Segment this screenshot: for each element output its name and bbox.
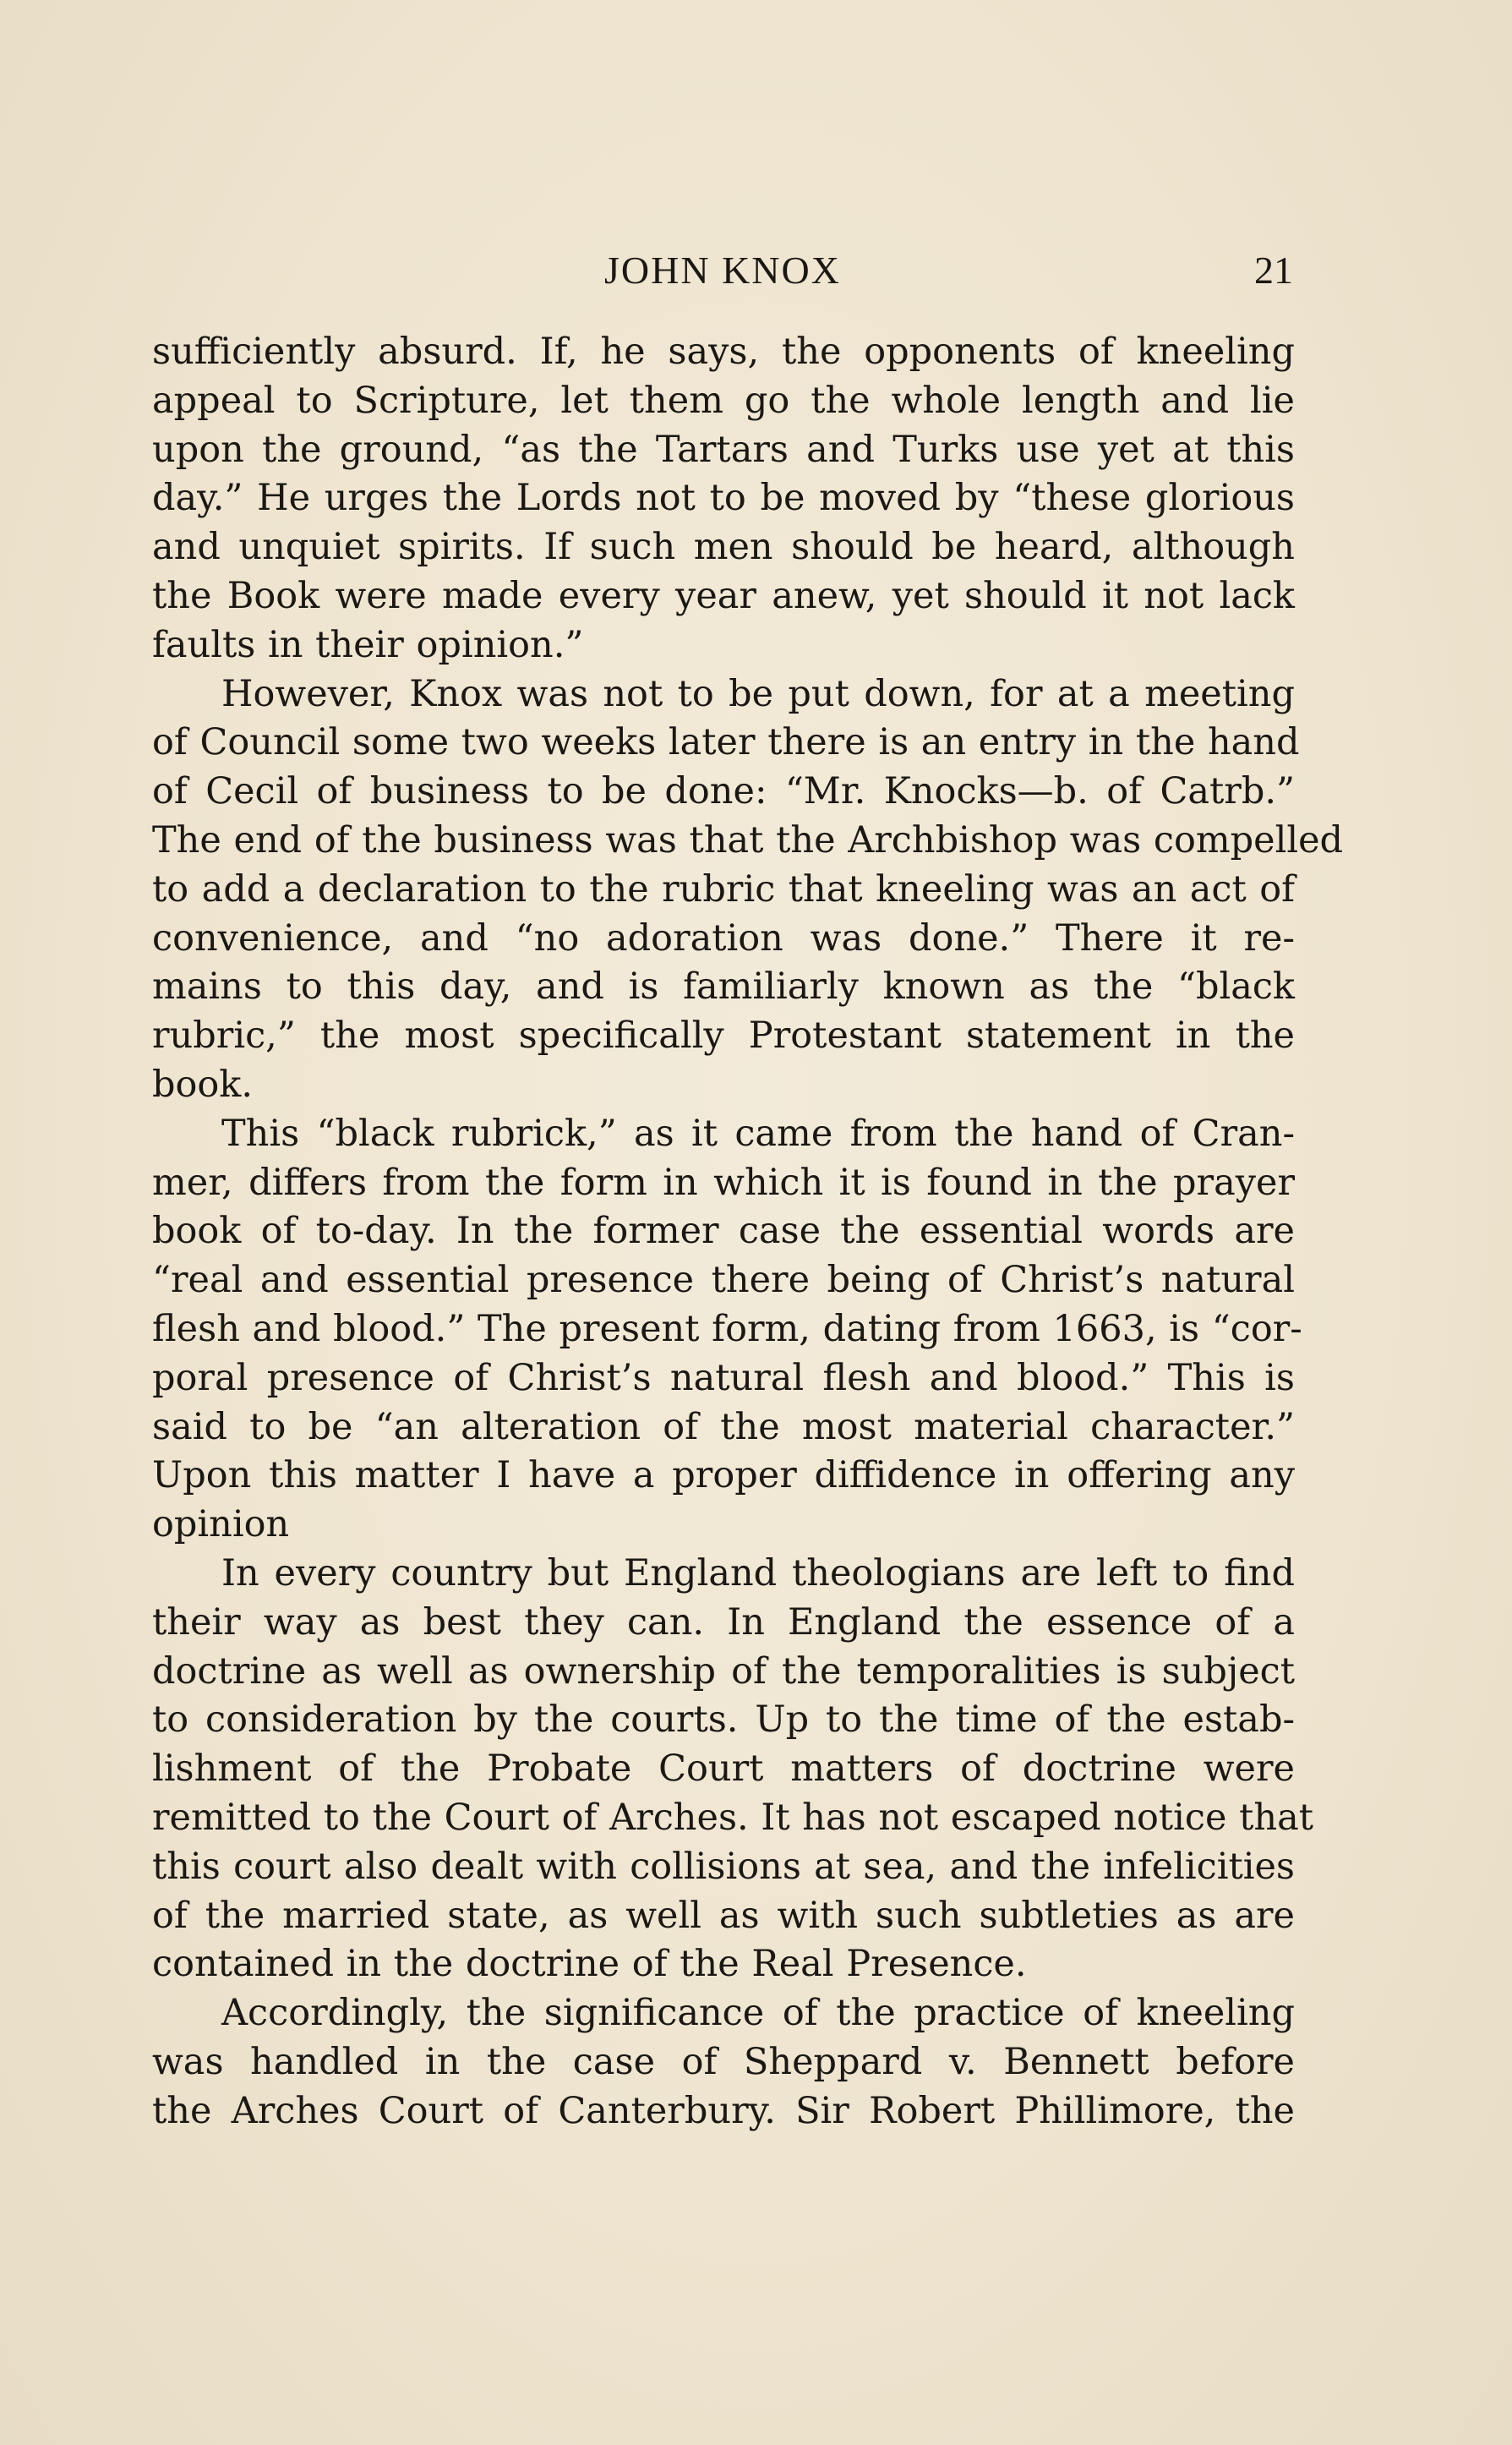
text-line: this court also dealt with collisions at sea, and the infelicities	[152, 1845, 1295, 1888]
text-line: appeal to Scripture, let them go the whole length and lie	[152, 379, 1295, 422]
text-line: Accordingly, the significance of the practice of kneeling	[221, 1992, 1295, 2035]
text-line: flesh and blood.” The present form, dating from 1663, is “cor-	[152, 1307, 1302, 1350]
text-line: of the married state, as well as with such subtleties as are	[152, 1894, 1295, 1937]
paragraph	[152, 1110, 1302, 1550]
text-line: their way as best they can. In England the essence of a	[152, 1600, 1295, 1644]
text-line: book of to-day. In the former case the essential words are	[152, 1210, 1295, 1253]
text-line: doctrine as well as ownership of the temporalities is subject	[152, 1649, 1295, 1693]
text-line: book.	[152, 1063, 254, 1106]
text-line: faults in their opinion.”	[152, 623, 584, 666]
text-line: was handled in the case of Sheppard v. Bennett before	[152, 2040, 1295, 2083]
text-line: upon the ground, “as the Tartars and Turks use yet at this	[152, 428, 1295, 471]
paragraph	[152, 1550, 1313, 1989]
text-line: of Cecil of business to be done: “Mr. Knocks—b. of Catrb.”	[152, 770, 1295, 813]
page-number: 21	[1254, 249, 1293, 292]
text-line: poral presence of Christ’s natural flesh and blood.” This is	[152, 1356, 1295, 1399]
text-line: day.” He urges the Lords not to be moved by “these glorious	[152, 477, 1295, 520]
text-line: rubric,” the most specifically Protestant statement in the	[152, 1015, 1295, 1058]
paragraph	[152, 670, 1344, 1110]
text-line: remitted to the Court of Arches. It has not escaped notice that	[152, 1796, 1313, 1839]
text-line: Upon this matter I have a proper diffidence in offering any	[152, 1454, 1295, 1497]
text-line: said to be “an alteration of the most material character.”	[152, 1405, 1295, 1448]
text-line: of Council some two weeks later there is an entry in the hand	[152, 721, 1300, 764]
text-line: opinion	[152, 1503, 290, 1546]
text-line: However, Knox was not to be put down, for at a meeting	[221, 672, 1295, 715]
text-line: In every country but England theologians are left to find	[221, 1551, 1295, 1594]
text-line: The end of the business was that the Archbishop was compelled	[152, 818, 1344, 861]
text-line: the Arches Court of Canterbury. Sir Robert Phillimore, the	[152, 2089, 1295, 2132]
paragraph	[152, 328, 1295, 670]
text-line: and unquiet spirits. If such men should be heard, although	[152, 526, 1295, 569]
text-line: lishment of the Probate Court matters of doctrine were	[152, 1748, 1295, 1791]
running-head	[152, 245, 1293, 296]
text-line: “real and essential presence there being of Christ’s natural	[152, 1259, 1295, 1302]
paragraph	[152, 1989, 1295, 2136]
text-line: contained in the doctrine of the Real Presence.	[152, 1943, 1027, 1986]
text-line: This “black rubrick,” as it came from the hand of Cran-	[221, 1112, 1295, 1155]
text-line: convenience, and “no adoration was done.” There it re-	[152, 916, 1295, 960]
text-line: to consideration by the courts. Up to the time of the estab-	[152, 1698, 1295, 1742]
text-line: sufficiently absurd. If, he says, the opponents of kneeling	[152, 331, 1295, 373]
text-line: mer, differs from the form in which it is found in the prayer	[152, 1161, 1295, 1204]
body-text	[152, 328, 1344, 2136]
text-line: the Book were made every year anew, yet should it not lack	[152, 574, 1295, 617]
running-title: JOHN KNOX	[604, 249, 841, 292]
text-line: to add a declaration to the rubric that kneeling was an act of	[152, 867, 1295, 911]
text-line: mains to this day, and is familiarly known as the “black	[152, 965, 1295, 1009]
